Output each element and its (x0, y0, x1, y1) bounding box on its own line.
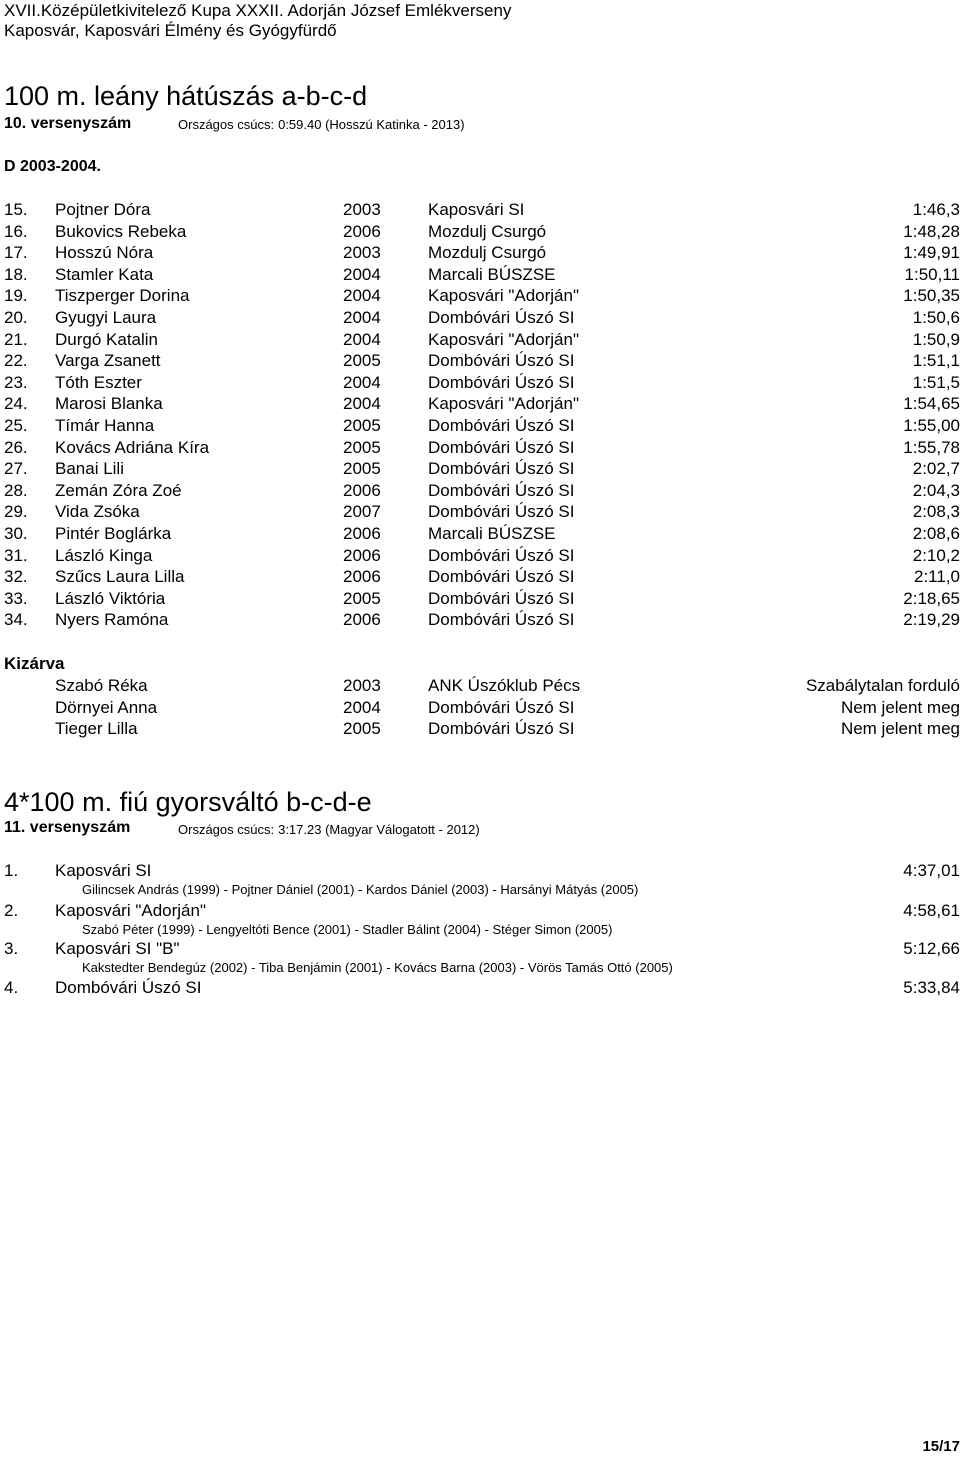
club: Dombóvári Úszó SI (428, 351, 575, 371)
birth-year: 2006 (343, 221, 381, 241)
page-number: 15/17 (922, 1438, 960, 1455)
swimmer-name: László Kinga (55, 545, 153, 565)
time: 1:50,35 (903, 286, 960, 306)
club: Dombóvári Úszó SI (428, 610, 575, 630)
birth-year: 2003 (343, 676, 381, 695)
result-row (0, 307, 960, 328)
relay-members: Gilincsek András (1999) - Pojtner Dániel (2001) - Kardos Dániel (2003) - Harsányi Mátyás (2005) (82, 882, 639, 897)
team-name: Kaposvári SI "B" (55, 939, 180, 958)
result-row (0, 350, 960, 371)
record-value: 3:17.23 (Magyar Válogatott - 2012) (278, 822, 480, 837)
time: 1:50,6 (912, 308, 960, 327)
swimmer-name: Bukovics Rebeka (55, 221, 187, 241)
club: Dombóvári Úszó SI (428, 545, 575, 565)
venue: Kaposvár, Kaposvári Élmény és Gyógyfürdő (4, 21, 337, 40)
swimmer-name: Tieger Lilla (55, 719, 138, 739)
disqualified-row (0, 675, 960, 696)
birth-year: 2005 (343, 351, 381, 371)
club: Dombóvári Úszó SI (428, 588, 575, 608)
birth-year: 2004 (343, 329, 381, 349)
place: 23. (4, 372, 28, 392)
team-name: Kaposvári "Adorján" (55, 901, 206, 920)
club: Kaposvári SI (428, 200, 525, 219)
time: 1:46,3 (912, 200, 960, 219)
place: 22. (4, 351, 28, 371)
swimmer-name: Tiszperger Dorina (55, 286, 190, 306)
club: Dombóvári Úszó SI (428, 372, 575, 392)
time: 2:02,7 (912, 459, 960, 479)
result-row (0, 609, 960, 630)
birth-year: 2004 (343, 697, 381, 717)
time: 4:37,01 (903, 861, 960, 880)
disqualification-reason: Nem jelent meg (840, 697, 960, 717)
time: 2:08,3 (912, 502, 960, 522)
time: 2:10,2 (912, 545, 960, 565)
place: 34. (4, 610, 28, 630)
place: 30. (4, 524, 28, 543)
club: Dombóvári Úszó SI (428, 502, 575, 522)
birth-year: 2004 (343, 286, 381, 306)
result-row (0, 372, 960, 393)
club: Dombóvári Úszó SI (428, 416, 575, 435)
birth-year: 2004 (343, 264, 381, 284)
result-row (0, 242, 960, 263)
relay-members: Szabó Péter (1999) - Lengyeltóti Bence (2001) - Stadler Bálint (2004) - Stéger Simon (2005) (82, 922, 613, 937)
swimmer-name: Dörnyei Anna (55, 697, 158, 717)
time: 1:51,5 (912, 372, 960, 392)
place: 21. (4, 329, 28, 349)
swimmer-name: Hosszú Nóra (55, 243, 154, 263)
team-name: Dombóvári Úszó SI (55, 978, 202, 997)
swimmer-name: Banai Lili (55, 459, 124, 479)
birth-year: 2003 (343, 200, 381, 219)
place: 15. (4, 200, 28, 219)
time: 2:11,0 (913, 567, 960, 587)
place: 24. (4, 394, 28, 414)
time: 1:51,1 (912, 351, 960, 371)
birth-year: 2006 (343, 524, 381, 543)
birth-year: 2004 (343, 394, 381, 414)
event-number: 10. versenyszám (4, 115, 132, 132)
result-row (0, 221, 960, 242)
time: 2:19,29 (903, 610, 960, 630)
team-name: Kaposvári SI (55, 861, 152, 880)
birth-year: 2006 (343, 567, 381, 587)
relay-result-row (0, 860, 960, 882)
place: 4. (4, 978, 19, 997)
place: 1. (4, 861, 19, 880)
time: 2:04,3 (912, 480, 960, 500)
place: 27. (4, 459, 28, 479)
place: 33. (4, 588, 28, 608)
record-label: Országos csúcs: (178, 117, 275, 132)
swimmer-name: Nyers Ramóna (55, 610, 169, 630)
time: 1:55,78 (903, 437, 960, 457)
place: 26. (4, 437, 28, 457)
club: Dombóvári Úszó SI (428, 459, 575, 479)
birth-year: 2005 (343, 437, 381, 457)
swimmer-name: Gyugyi Laura (55, 308, 157, 327)
birth-year: 2005 (343, 719, 381, 739)
time: 1:54,65 (903, 394, 960, 414)
result-row (0, 264, 960, 285)
relay-result-row (0, 900, 960, 922)
result-row (0, 523, 960, 544)
swimmer-name: Szabó Réka (55, 676, 148, 695)
competition-title: XVII.Középületkivitelező Kupa XXXII. Adorján József Emlékverseny (4, 1, 512, 20)
club: Mozdulj Csurgó (428, 243, 547, 263)
time: 1:49,91 (903, 243, 960, 263)
club: Kaposvári "Adorján" (428, 394, 579, 414)
swimmer-name: Pintér Boglárka (55, 524, 172, 543)
swimmer-name: Stamler Kata (55, 264, 154, 284)
time: 1:50,9 (912, 329, 960, 349)
place: 31. (4, 545, 28, 565)
disqualified-row (0, 697, 960, 718)
national-record (178, 820, 480, 840)
time: 5:12,66 (903, 939, 960, 958)
club: Marcali BÚSZSE (428, 264, 556, 284)
result-row (0, 415, 960, 436)
time: 1:50,11 (904, 264, 960, 284)
result-row (0, 329, 960, 350)
birth-year: 2003 (343, 243, 381, 263)
result-row (0, 199, 960, 220)
result-row (0, 588, 960, 609)
club: Marcali BÚSZSE (428, 524, 556, 543)
birth-year: 2006 (343, 480, 381, 500)
birth-year: 2006 (343, 545, 381, 565)
club: Kaposvári "Adorján" (428, 329, 579, 349)
result-row (0, 545, 960, 566)
place: 18. (4, 264, 28, 284)
event-title: 4*100 m. fiú gyorsváltó b-c-d-e (4, 787, 372, 817)
birth-year: 2004 (343, 308, 381, 327)
club: Mozdulj Csurgó (428, 221, 547, 241)
birth-year: 2005 (343, 459, 381, 479)
swimmer-name: Varga Zsanett (55, 351, 161, 371)
club: Dombóvári Úszó SI (428, 437, 575, 457)
time: 4:58,61 (903, 901, 960, 920)
record-label: Országos csúcs: (178, 822, 275, 837)
relay-result-row (0, 938, 960, 960)
national-record (178, 115, 465, 135)
swimmer-name: Tóth Eszter (55, 372, 142, 392)
club: Dombóvári Úszó SI (428, 480, 575, 500)
record-value: 0:59.40 (Hosszú Katinka - 2013) (278, 117, 465, 132)
time: 2:08,6 (912, 524, 960, 543)
swimmer-name: Tímár Hanna (55, 416, 155, 435)
result-row (0, 566, 960, 587)
swimmer-name: László Viktória (55, 588, 166, 608)
club: Dombóvári Úszó SI (428, 719, 575, 739)
result-row (0, 437, 960, 458)
time: 1:55,00 (903, 416, 960, 435)
event-title: 100 m. leány hátúszás a-b-c-d (4, 81, 368, 111)
place: 20. (4, 308, 28, 327)
birth-year: 2005 (343, 588, 381, 608)
swimmer-name: Szűcs Laura Lilla (55, 567, 185, 587)
age-group-title: D 2003-2004. (4, 158, 101, 175)
disqualified-title: Kizárva (4, 654, 65, 673)
place: 28. (4, 480, 28, 500)
swimmer-name: Durgó Katalin (55, 329, 159, 349)
result-row (0, 458, 960, 479)
disqualified-row (0, 718, 960, 739)
place: 25. (4, 416, 28, 435)
relay-result-row (0, 977, 960, 999)
swimmer-name: Zemán Zóra Zoé (55, 480, 182, 500)
place: 32. (4, 567, 28, 587)
birth-year: 2005 (343, 416, 381, 435)
place: 16. (4, 221, 28, 241)
club: Dombóvári Úszó SI (428, 308, 575, 327)
swimmer-name: Marosi Blanka (55, 394, 163, 414)
club: Kaposvári "Adorján" (428, 286, 579, 306)
result-row (0, 501, 960, 522)
place: 19. (4, 286, 28, 306)
time: 2:18,65 (903, 588, 960, 608)
result-row (0, 393, 960, 414)
time: 1:48,28 (903, 221, 960, 241)
place: 3. (4, 939, 19, 958)
result-row (0, 285, 960, 306)
swimmer-name: Vida Zsóka (55, 502, 140, 522)
relay-members: Kakstedter Bendegúz (2002) - Tiba Benjámin (2001) - Kovács Barna (2003) - Vörös Tamás Ottó (2005) (82, 960, 673, 975)
birth-year: 2006 (343, 610, 381, 630)
club: ANK Úszóklub Pécs (428, 676, 581, 695)
place: 29. (4, 502, 28, 522)
birth-year: 2007 (343, 502, 381, 522)
birth-year: 2004 (343, 372, 381, 392)
swimmer-name: Kovács Adriána Kíra (55, 437, 210, 457)
event-number: 11. versenyszám (4, 819, 131, 836)
disqualification-reason: Nem jelent meg (840, 719, 960, 739)
club: Dombóvári Úszó SI (428, 567, 575, 587)
swimmer-name: Pojtner Dóra (55, 200, 151, 219)
disqualification-reason: Szabálytalan forduló (805, 676, 960, 695)
place: 2. (4, 901, 19, 920)
result-row (0, 480, 960, 501)
club: Dombóvári Úszó SI (428, 697, 575, 717)
place: 17. (4, 243, 28, 263)
time: 5:33,84 (903, 978, 960, 997)
